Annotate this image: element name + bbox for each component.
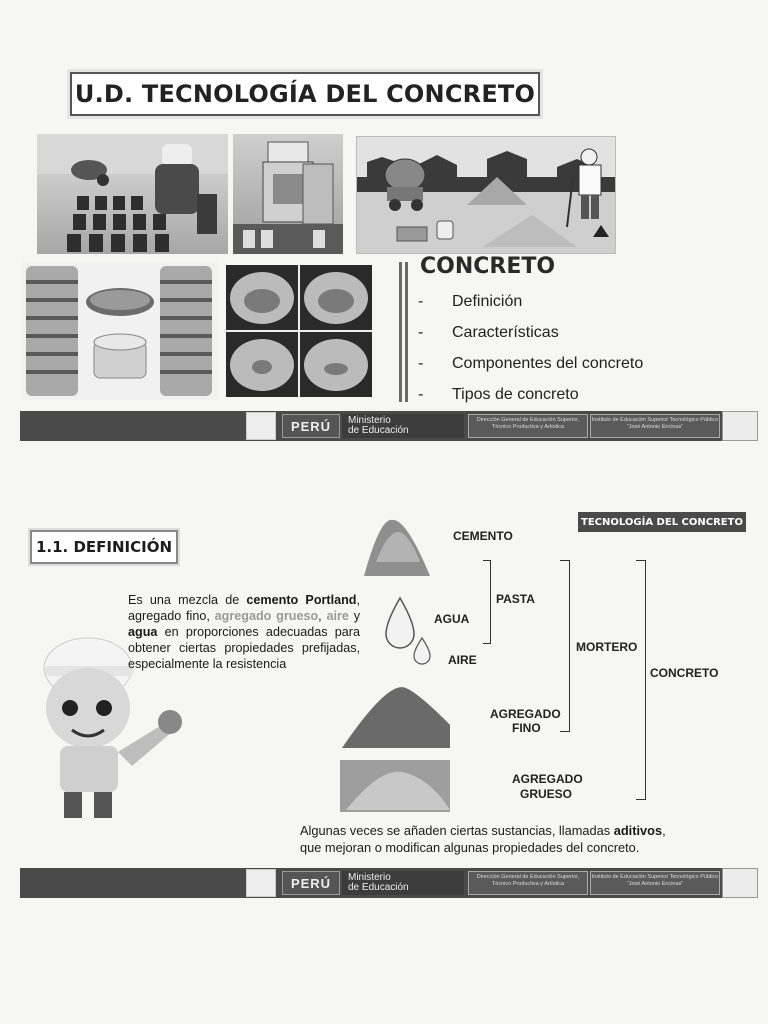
ministerio-line1: Ministerio [348, 872, 391, 883]
topic-componentes: Componentes del concreto [452, 355, 644, 372]
concreto-topic-item [418, 324, 559, 342]
peru-crest-icon [246, 412, 276, 440]
divider-line-2 [405, 262, 408, 402]
ministerio-label [342, 414, 464, 438]
pasta-bracket [483, 560, 491, 644]
section-title-box [30, 530, 178, 564]
peru-label: PERÚ [282, 414, 340, 438]
concreto-heading: CONCRETO [420, 254, 556, 279]
note-line2: que mejoran o modifican algunas propiedades del concreto. [300, 840, 640, 855]
mortero-bracket [560, 560, 570, 732]
ministerio-line2: de Educación [348, 425, 409, 436]
concreto-bracket [636, 560, 646, 800]
topic-caracteristicas: Características [452, 324, 559, 341]
aditivos-note [300, 822, 740, 856]
def-text-part: Es una mezcla de [128, 593, 247, 607]
label-mortero: MORTERO [576, 640, 638, 654]
lab-samples-illustration [37, 134, 228, 254]
instituto-label: Instituto de Educación Superior Tecnológico Público "José Antonio Encinas" [590, 871, 720, 895]
def-text-part: , [318, 609, 327, 623]
note-line1 [300, 822, 740, 839]
label-agregado-grueso-1: AGREGADO [512, 772, 583, 786]
aggregate-bowls-photo [226, 265, 372, 397]
dash: - [418, 293, 424, 310]
materials-illustration [340, 512, 450, 812]
instituto-logo-icon [722, 411, 758, 441]
def-text-part: y [348, 609, 361, 623]
peru-crest-icon [246, 869, 276, 897]
compression-press-photo [233, 134, 343, 254]
def-agregado-grueso: agregado grueso [214, 609, 319, 623]
lab-samples-photo [37, 134, 228, 254]
def-agua: agua [128, 625, 158, 639]
slide1-title-box [70, 72, 540, 116]
sieve-stack-right [160, 266, 212, 396]
dash: - [418, 386, 424, 403]
ministerio-label [342, 871, 464, 895]
note-text-part: , [662, 823, 666, 838]
def-text-part: , agregado fino, [128, 593, 360, 623]
label-cemento: CEMENTO [453, 529, 513, 543]
note-text-part: Algunas veces se añaden ciertas sustancias, llamadas [300, 823, 614, 838]
label-agregado-fino-2: FINO [512, 721, 541, 735]
peru-label: PERÚ [282, 871, 340, 895]
ministerio-line2: de Educación [348, 882, 409, 893]
label-concreto: CONCRETO [650, 666, 719, 680]
slide1-title: U.D. TECNOLOGÍA DEL CONCRETO [74, 80, 536, 108]
instituto-logo-icon [722, 868, 758, 898]
label-agregado-grueso-2: GRUESO [520, 787, 573, 801]
concreto-topic-item [418, 355, 643, 373]
dash: - [418, 355, 424, 372]
label-pasta: PASTA [496, 592, 535, 606]
label-aire: AIRE [448, 653, 477, 667]
definition-paragraph [128, 592, 360, 672]
topic-tipos: Tipos de concreto [452, 386, 579, 403]
direccion-label: Dirección General de Educación Superior, Técnico Productiva y Artística [468, 871, 588, 895]
header-tag: TECNOLOGÍA DEL CONCRETO [578, 512, 746, 532]
sieves-photo [22, 262, 218, 400]
definition-text [128, 592, 360, 672]
concreto-topic-item [418, 293, 522, 311]
topic-definicion: Definición [452, 293, 523, 310]
instituto-label: Instituto de Educación Superior Tecnológico Público "José Antonio Encinas" [590, 414, 720, 438]
label-agua: AGUA [434, 612, 470, 626]
section-title: 1.1. DEFINICIÓN [35, 538, 173, 556]
direccion-label: Dirección General de Educación Superior, Técnico Productiva y Artística [468, 414, 588, 438]
def-cemento-portland: cemento Portland [246, 593, 357, 607]
dash: - [418, 324, 424, 341]
def-aire: aire [326, 609, 349, 623]
compression-press-illustration [233, 134, 343, 254]
aggregate-bowls-illustration [226, 265, 372, 397]
footer-bar [20, 411, 742, 441]
construction-scene-illustration [356, 136, 616, 254]
divider-line-1 [399, 262, 402, 402]
concreto-topic-item [418, 386, 579, 404]
note-aditivos: aditivos [613, 823, 663, 838]
ministerio-line1: Ministerio [348, 415, 391, 426]
construction-scene-drawing [357, 137, 616, 254]
sieves-illustration [22, 262, 218, 400]
footer-bar [20, 868, 742, 898]
def-text-part: en proporciones adecuadas para obtener ciertas propiedades prefijadas, especialmente la resistencia [128, 625, 360, 671]
label-agregado-fino-1: AGREGADO [490, 707, 561, 721]
sieve-stack-left [26, 266, 78, 396]
